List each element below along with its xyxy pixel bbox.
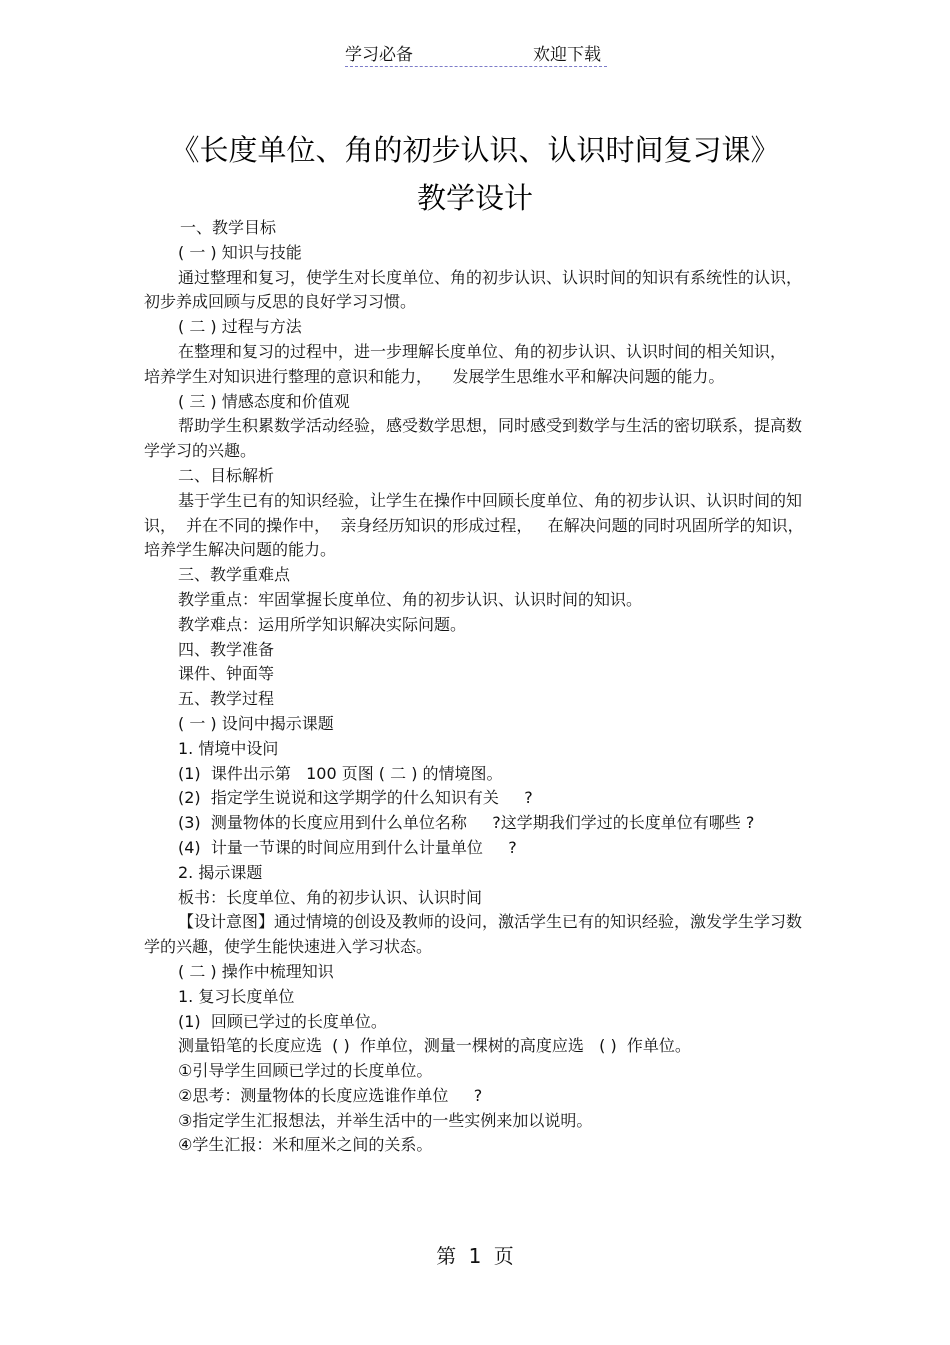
paragraph: (1) 课件出示第 100 页图 ( 二 ) 的情境图。 (178, 763, 503, 783)
paragraph: 测量铅笔的长度应选 ( ) 作单位，测量一棵树的高度应选 ( ) 作单位。 (178, 1036, 691, 1056)
paragraph: 课件、钟面等 (178, 664, 275, 684)
paragraph: 1. 复习长度单位 (178, 986, 295, 1006)
paragraph: 四、教学准备 (178, 639, 275, 659)
document-body (144, 216, 806, 1158)
paragraph: 二、目标解析 (178, 465, 275, 485)
paragraph: 通过整理和复习，使学生对长度单位、角的初步认识、认识时间的知识有系统性的认识，初步养成回顾与反思的良好学习习惯。 (144, 267, 803, 312)
paragraph: 1. 情境中设问 (178, 738, 279, 758)
page-number: 第 1 页 (436, 1244, 514, 1268)
paragraph: 五、教学过程 (178, 689, 275, 709)
paragraph: (4) 计量一节课的时间应用到什么计量单位 ? (178, 837, 517, 857)
paragraph: 板书：长度单位、角的初步认识、认识时间 (178, 887, 483, 907)
page-header (345, 40, 607, 67)
document-subtitle: 教学设计 (416, 181, 533, 215)
paragraph: ②思考：测量物体的长度应选谁作单位 ? (178, 1085, 483, 1105)
header-right-text: 欢迎下载 (533, 45, 601, 65)
paragraph: 教学难点：运用所学知识解决实际问题。 (178, 614, 467, 634)
paragraph: ( 二 ) 操作中梳理知识 (178, 961, 334, 981)
paragraph: ①引导学生回顾已学过的长度单位。 (178, 1061, 433, 1081)
paragraph: 【设计意图】通过情境的创设及教师的设问，激活学生已有的知识经验，激发学生学习数学的兴趣，使学生能快速进入学习状态。 (144, 912, 803, 957)
paragraph: 三、教学重难点 (178, 565, 291, 585)
paragraph: (3) 测量物体的长度应用到什么单位名称 ?这学期我们学过的长度单位有哪些 ? (178, 813, 755, 833)
paragraph: 一、教学目标 (180, 218, 277, 237)
paragraph: 帮助学生积累数学活动经验，感受数学思想，同时感受到数学与生活的密切联系，提高数学学习的兴趣。 (144, 416, 803, 461)
paragraph: ( 一 ) 设问中揭示课题 (178, 713, 334, 733)
paragraph: (1) 回顾已学过的长度单位。 (178, 1011, 387, 1031)
paragraph: ( 二 ) 过程与方法 (178, 317, 302, 337)
paragraph: ( 三 ) 情感态度和价值观 (178, 391, 350, 411)
paragraph: 在整理和复习的过程中，进一步理解长度单位、角的初步认识、认识时间的相关知识， 培养学生对知识进行整理的意识和能力， 发展学生思维水平和解决问题的能力。 (144, 341, 797, 386)
paragraph: 教学重点：牢固掌握长度单位、角的初步认识、认识时间的知识。 (178, 589, 643, 609)
paragraph: ③指定学生汇报想法，并举生活中的一些实例来加以说明。 (178, 1110, 593, 1130)
paragraph: ④学生汇报：米和厘米之间的关系。 (178, 1135, 433, 1155)
document-title: 《长度单位、角的初步认识、认识时间复习课》 (170, 133, 780, 167)
paragraph: 基于学生已有的知识经验，让学生在操作中回顾长度单位、角的初步认识、认识时间的知识， 并在不同的操作中， 亲身经历知识的形成过程， 在解决问题的同时巩固所学的知识，培养学生解决问题的能力。 (144, 490, 804, 560)
paragraph: ( 一 ) 知识与技能 (178, 242, 302, 262)
paragraph: 2. 揭示课题 (178, 862, 263, 882)
paragraph: (2) 指定学生说说和这学期学的什么知识有关 ? (178, 788, 533, 808)
header-left-text: 学习必备 (345, 45, 413, 65)
